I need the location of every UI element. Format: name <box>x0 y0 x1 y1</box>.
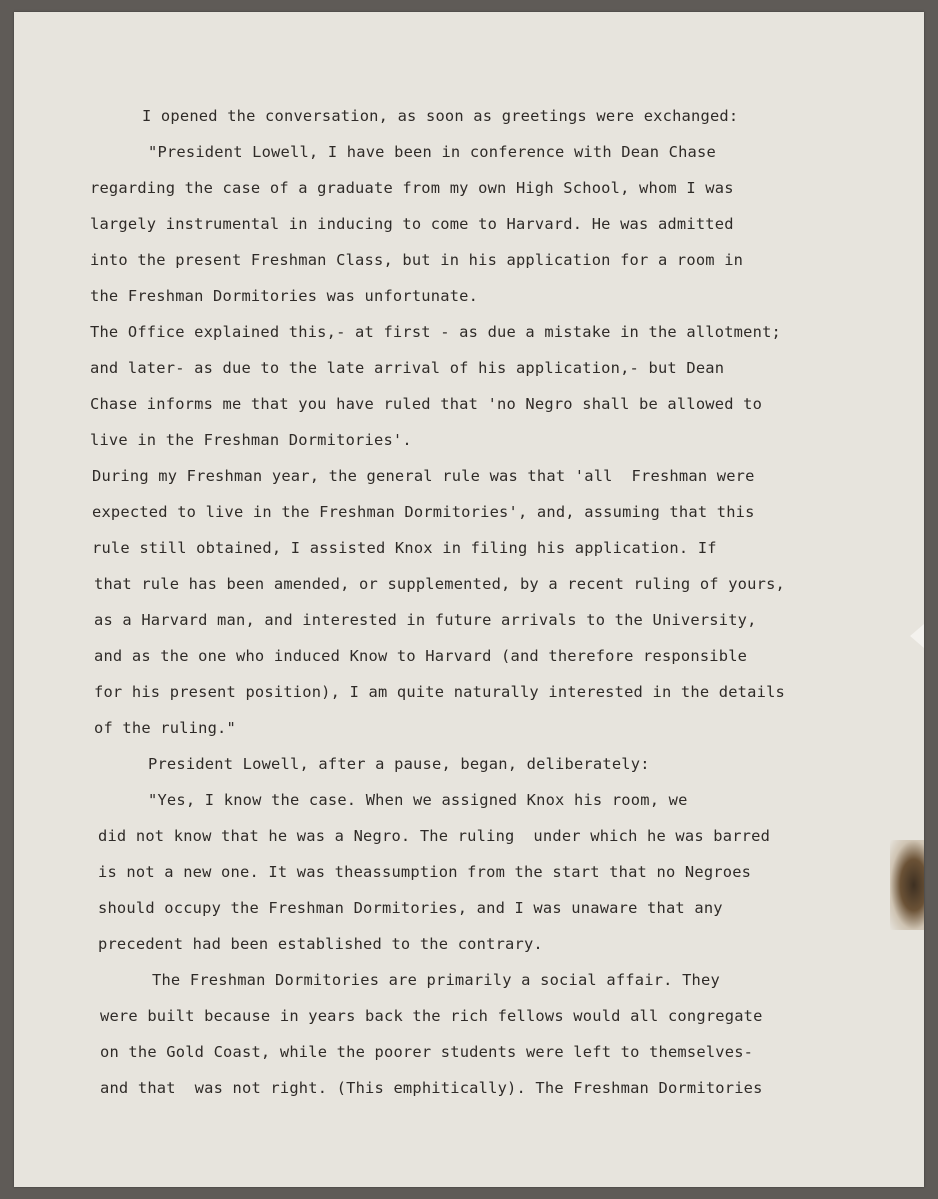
text-line: is not a new one. It was theassumption from the start that no Negroes <box>98 863 752 881</box>
text-line: "President Lowell, I have been in conference with Dean Chase <box>148 143 716 161</box>
text-line: for his present position), I am quite naturally interested in the details <box>94 683 786 701</box>
text-line: should occupy the Freshman Dormitories, and I was unaware that any <box>98 899 723 917</box>
text-line: The Office explained this,- at first - as due a mistake in the allotment; <box>90 323 782 341</box>
text-line: largely instrumental in inducing to come to Harvard. He was admitted <box>90 215 734 233</box>
text-line: I opened the conversation, as soon as greetings were exchanged: <box>142 107 739 125</box>
text-line: President Lowell, after a pause, began, deliberately: <box>148 755 650 773</box>
text-line: regarding the case of a graduate from my own High School, whom I was <box>90 179 734 197</box>
text-line: were built because in years back the rich fellows would all congregate <box>100 1007 763 1025</box>
text-line: and later- as due to the late arrival of his application,- but Dean <box>90 359 725 377</box>
document-page <box>14 12 924 1187</box>
text-line: of the ruling." <box>94 719 236 737</box>
paper-stain <box>890 840 924 930</box>
paper-tear <box>910 624 924 648</box>
text-line: rule still obtained, I assisted Knox in filing his application. If <box>92 539 717 557</box>
text-line: that rule has been amended, or supplemented, by a recent ruling of yours, <box>94 575 786 593</box>
text-line: the Freshman Dormitories was unfortunate. <box>90 287 479 305</box>
text-line: on the Gold Coast, while the poorer students were left to themselves- <box>100 1043 754 1061</box>
text-line: and that was not right. (This emphitically). The Freshman Dormitories <box>100 1079 763 1097</box>
text-line: During my Freshman year, the general rule was that 'all Freshman were <box>92 467 755 485</box>
text-line: as a Harvard man, and interested in future arrivals to the University, <box>94 611 757 629</box>
text-line: expected to live in the Freshman Dormitories', and, assuming that this <box>92 503 755 521</box>
text-line: precedent had been established to the contrary. <box>98 935 543 953</box>
text-line: into the present Freshman Class, but in his application for a room in <box>90 251 744 269</box>
text-line: live in the Freshman Dormitories'. <box>90 431 412 449</box>
text-line: The Freshman Dormitories are primarily a social affair. They <box>152 971 720 989</box>
text-line: Chase informs me that you have ruled that 'no Negro shall be allowed to <box>90 395 763 413</box>
text-line: and as the one who induced Know to Harvard (and therefore responsible <box>94 647 748 665</box>
text-line: "Yes, I know the case. When we assigned Knox his room, we <box>148 791 688 809</box>
text-line: did not know that he was a Negro. The ruling under which he was barred <box>98 827 771 845</box>
